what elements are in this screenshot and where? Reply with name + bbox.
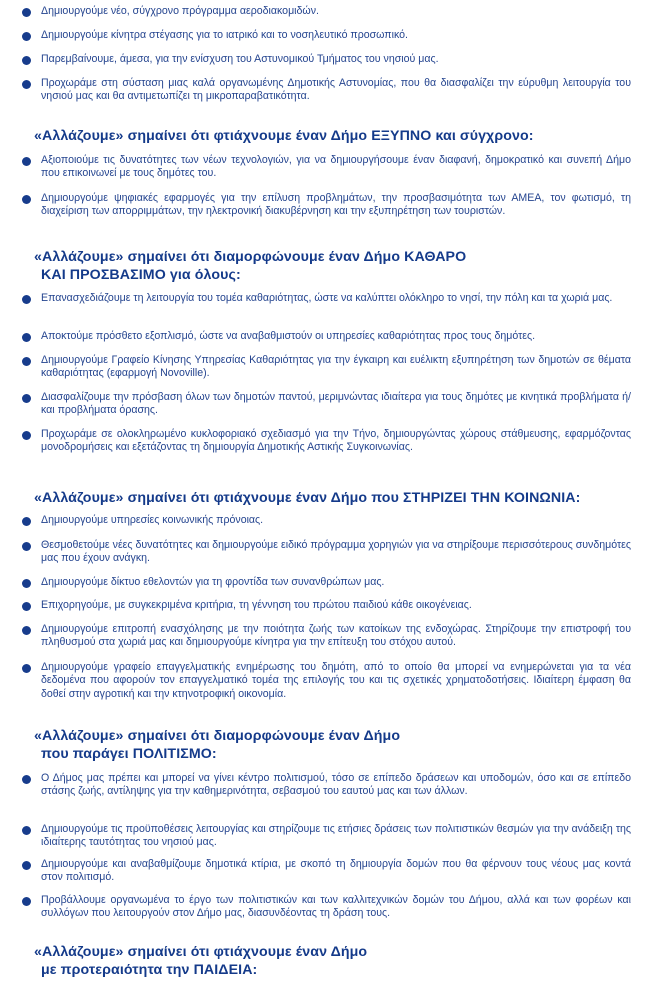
bullet-icon xyxy=(22,394,31,403)
bullet-icon xyxy=(22,517,31,526)
bullet-icon xyxy=(22,80,31,89)
bullet-icon xyxy=(22,861,31,870)
item-text: Αποκτούμε πρόσθετο εξοπλισμό, ώστε να αναβαθμιστούν οι υπηρεσίες καθαριότητας προς τους δημότες. xyxy=(41,330,536,342)
bullet-icon xyxy=(22,56,31,65)
bullet-icon xyxy=(22,295,31,304)
section-heading: «Αλλάζουμε» σημαίνει ότι φτιάχνουμε έναν Δήμο που ΣΤΗΡΙΖΕΙ ΤΗΝ ΚΟΙΝΩΝΙΑ: xyxy=(34,490,581,506)
item-text: Αξιοποιούμε τις δυνατότητες των νέων τεχνολογιών, για να δημιουργήσουμε έναν διαφανή, δημοκρατικό και συνεπή Δήμο που επικοινωνεί με τους δημότες του. xyxy=(41,154,631,180)
bullet-icon xyxy=(22,195,31,204)
bullet-icon xyxy=(22,826,31,835)
bullet-icon xyxy=(22,157,31,166)
bullet-icon xyxy=(22,775,31,784)
item-text: Δημιουργούμε νέο, σύγχρονο πρόγραμμα αεροδιακομιδών. xyxy=(41,5,319,17)
item-text: Προχωράμε στη σύσταση μιας καλά οργανωμένης Δημοτικής Αστυνομίας, που θα διασφαλίζει την εύρυθμη λειτουργία του νησιού μας και θα αντιμετωπίζει τη μικροπαραβατικότητα. xyxy=(41,77,631,103)
item-text: Δημιουργούμε επιτροπή ενασχόλησης με την ποιότητα ζωής των κατοίκων της ενδοχώρας. Στηρίζουμε την επιστροφή του πληθυσμού στα χωριά μας και δημιουργούμε κίνητρα για την επίτευξη του στόχου αυτού. xyxy=(41,623,631,649)
item-text: Δημιουργούμε υπηρεσίες κοινωνικής πρόνοιας. xyxy=(41,514,264,526)
bullet-icon xyxy=(22,431,31,440)
section-heading: «Αλλάζουμε» σημαίνει ότι φτιάχνουμε έναν Δήμο ΕΞΥΠΝΟ και σύγχρονο: xyxy=(34,128,534,144)
item-text: Δημιουργούμε δίκτυο εθελοντών για τη φροντίδα των συνανθρώπων μας. xyxy=(41,576,385,588)
item-text: Θεσμοθετούμε νέες δυνατότητες και δημιουργούμε ειδικό πρόγραμμα χορηγιών για να στηρίξουμε περισσότερους συνδημότες μας που έχουν ανάγκη. xyxy=(41,539,631,565)
item-text: Επιχορηγούμε, με συγκεκριμένα κριτήρια, τη γέννηση του πρώτου παιδιού κάθε οικογένειας. xyxy=(41,599,472,611)
item-text: Δημιουργούμε Γραφείο Κίνησης Υπηρεσίας Καθαριότητας για την έγκαιρη και ευέλικτη εξυπηρέτηση των δημοτών σε θέματα καθαριότητας (εφαρμογή Novoville). xyxy=(41,354,631,380)
item-text: Επανασχεδιάζουμε τη λειτουργία του τομέα καθαριότητας, ώστε να καλύπτει ολόκληρο το νησί, την πόλη και τα χωριά μας. xyxy=(41,292,613,304)
section-heading: «Αλλάζουμε» σημαίνει ότι διαμορφώνουμε έναν Δήμο που παράγει ΠΟΛΙΤΙΣΜΟ: xyxy=(34,728,401,762)
bullet-icon xyxy=(22,626,31,635)
bullet-icon xyxy=(22,542,31,551)
section-heading: «Αλλάζουμε» σημαίνει ότι διαμορφώνουμε έναν Δήμο ΚΑΘΑΡΟ ΚΑΙ ΠΡΟΣΒΑΣΙΜΟ για όλους: xyxy=(34,249,467,283)
bullet-icon xyxy=(22,8,31,17)
section-heading: «Αλλάζουμε» σημαίνει ότι φτιάχνουμε έναν Δήμο με προτεραιότητα την ΠΑΙΔΕΙΑ: xyxy=(34,944,368,978)
bullet-icon xyxy=(22,333,31,342)
item-text: Διασφαλίζουμε την πρόσβαση όλων των δημοτών παντού, μεριμνώντας ιδιαίτερα για τους δημότες με κινητικά προβλήματα ή/και προβλήματα όρασης. xyxy=(41,391,631,417)
bullet-icon xyxy=(22,664,31,673)
item-text: Ο Δήμος μας πρέπει και μπορεί να γίνει κέντρο πολιτισμού, τόσο σε επίπεδο δράσεων και υποδομών, όσο και σε επίπεδο στάσης ζωής, αντίληψης για την καθημερινότητα, σεβασμού του εαυτού μας και των άλλων. xyxy=(41,772,631,798)
bullet-icon xyxy=(22,602,31,611)
bullet-icon xyxy=(22,357,31,366)
bullet-icon xyxy=(22,579,31,588)
bullet-icon xyxy=(22,897,31,906)
item-text: Δημιουργούμε γραφείο επαγγελματικής ενημέρωσης του δημότη, από το οποίο θα μπορεί να ενημερώνεται για τα νέα δεδομένα που αφορούν τον επαγγελματικό τομέα της επιλογής του και τις σχετικές χρηματοδοτήσεις. Ιδιαίτερη έμφαση θα δοθεί στην αγροτική και την κτηνοτροφική οικονομία. xyxy=(41,661,631,700)
item-text: Δημιουργούμε ψηφιακές εφαρμογές για την επίλυση προβλημάτων, την προσβασιμότητα των ΑΜΕΑ, τον φωτισμό, τη διαχείριση των απορριμμάτων, την ηλεκτρονική διακυβέρνηση και την εξυπηρέτηση των τουριστών. xyxy=(41,192,631,218)
bullet-icon xyxy=(22,32,31,41)
item-text: Δημιουργούμε κίνητρα στέγασης για το ιατρικό και το νοσηλευτικό προσωπικό. xyxy=(41,29,408,41)
item-text: Δημιουργούμε και αναβαθμίζουμε δημοτικά κτίρια, με σκοπό τη δημιουργία δομών που θα φέρνουν τους νέους μας κοντά στον πολιτισμό. xyxy=(41,858,631,884)
item-text: Προχωράμε σε ολοκληρωμένο κυκλοφοριακό σχεδιασμό για την Τήνο, δημιουργώντας χώρους στάθμευσης, εφαρμόζοντας μονοδρομήσεις και εξετάζοντας τη δημιουργία Δημοτικής Αστικής Συγκοινωνίας. xyxy=(41,428,631,454)
item-text: Προβάλλουμε οργανωμένα το έργο των πολιτιστικών και των καλλιτεχνικών δομών του Δήμου, αλλά και των φορέων και συλλόγων που λειτουργούν στον Δήμο μας, διασυνδέοντας τη δράση τους. xyxy=(41,894,631,920)
item-text: Παρεμβαίνουμε, άμεσα, για την ενίσχυση του Αστυνομικού Τμήματος του νησιού μας. xyxy=(41,53,439,65)
item-text: Δημιουργούμε τις προϋποθέσεις λειτουργίας και στηρίζουμε τις ετήσιες δράσεις των πολιτιστικών θεσμών για την ανάδειξη της ιδιαίτερης ταυτότητας του νησιού μας. xyxy=(41,823,631,849)
